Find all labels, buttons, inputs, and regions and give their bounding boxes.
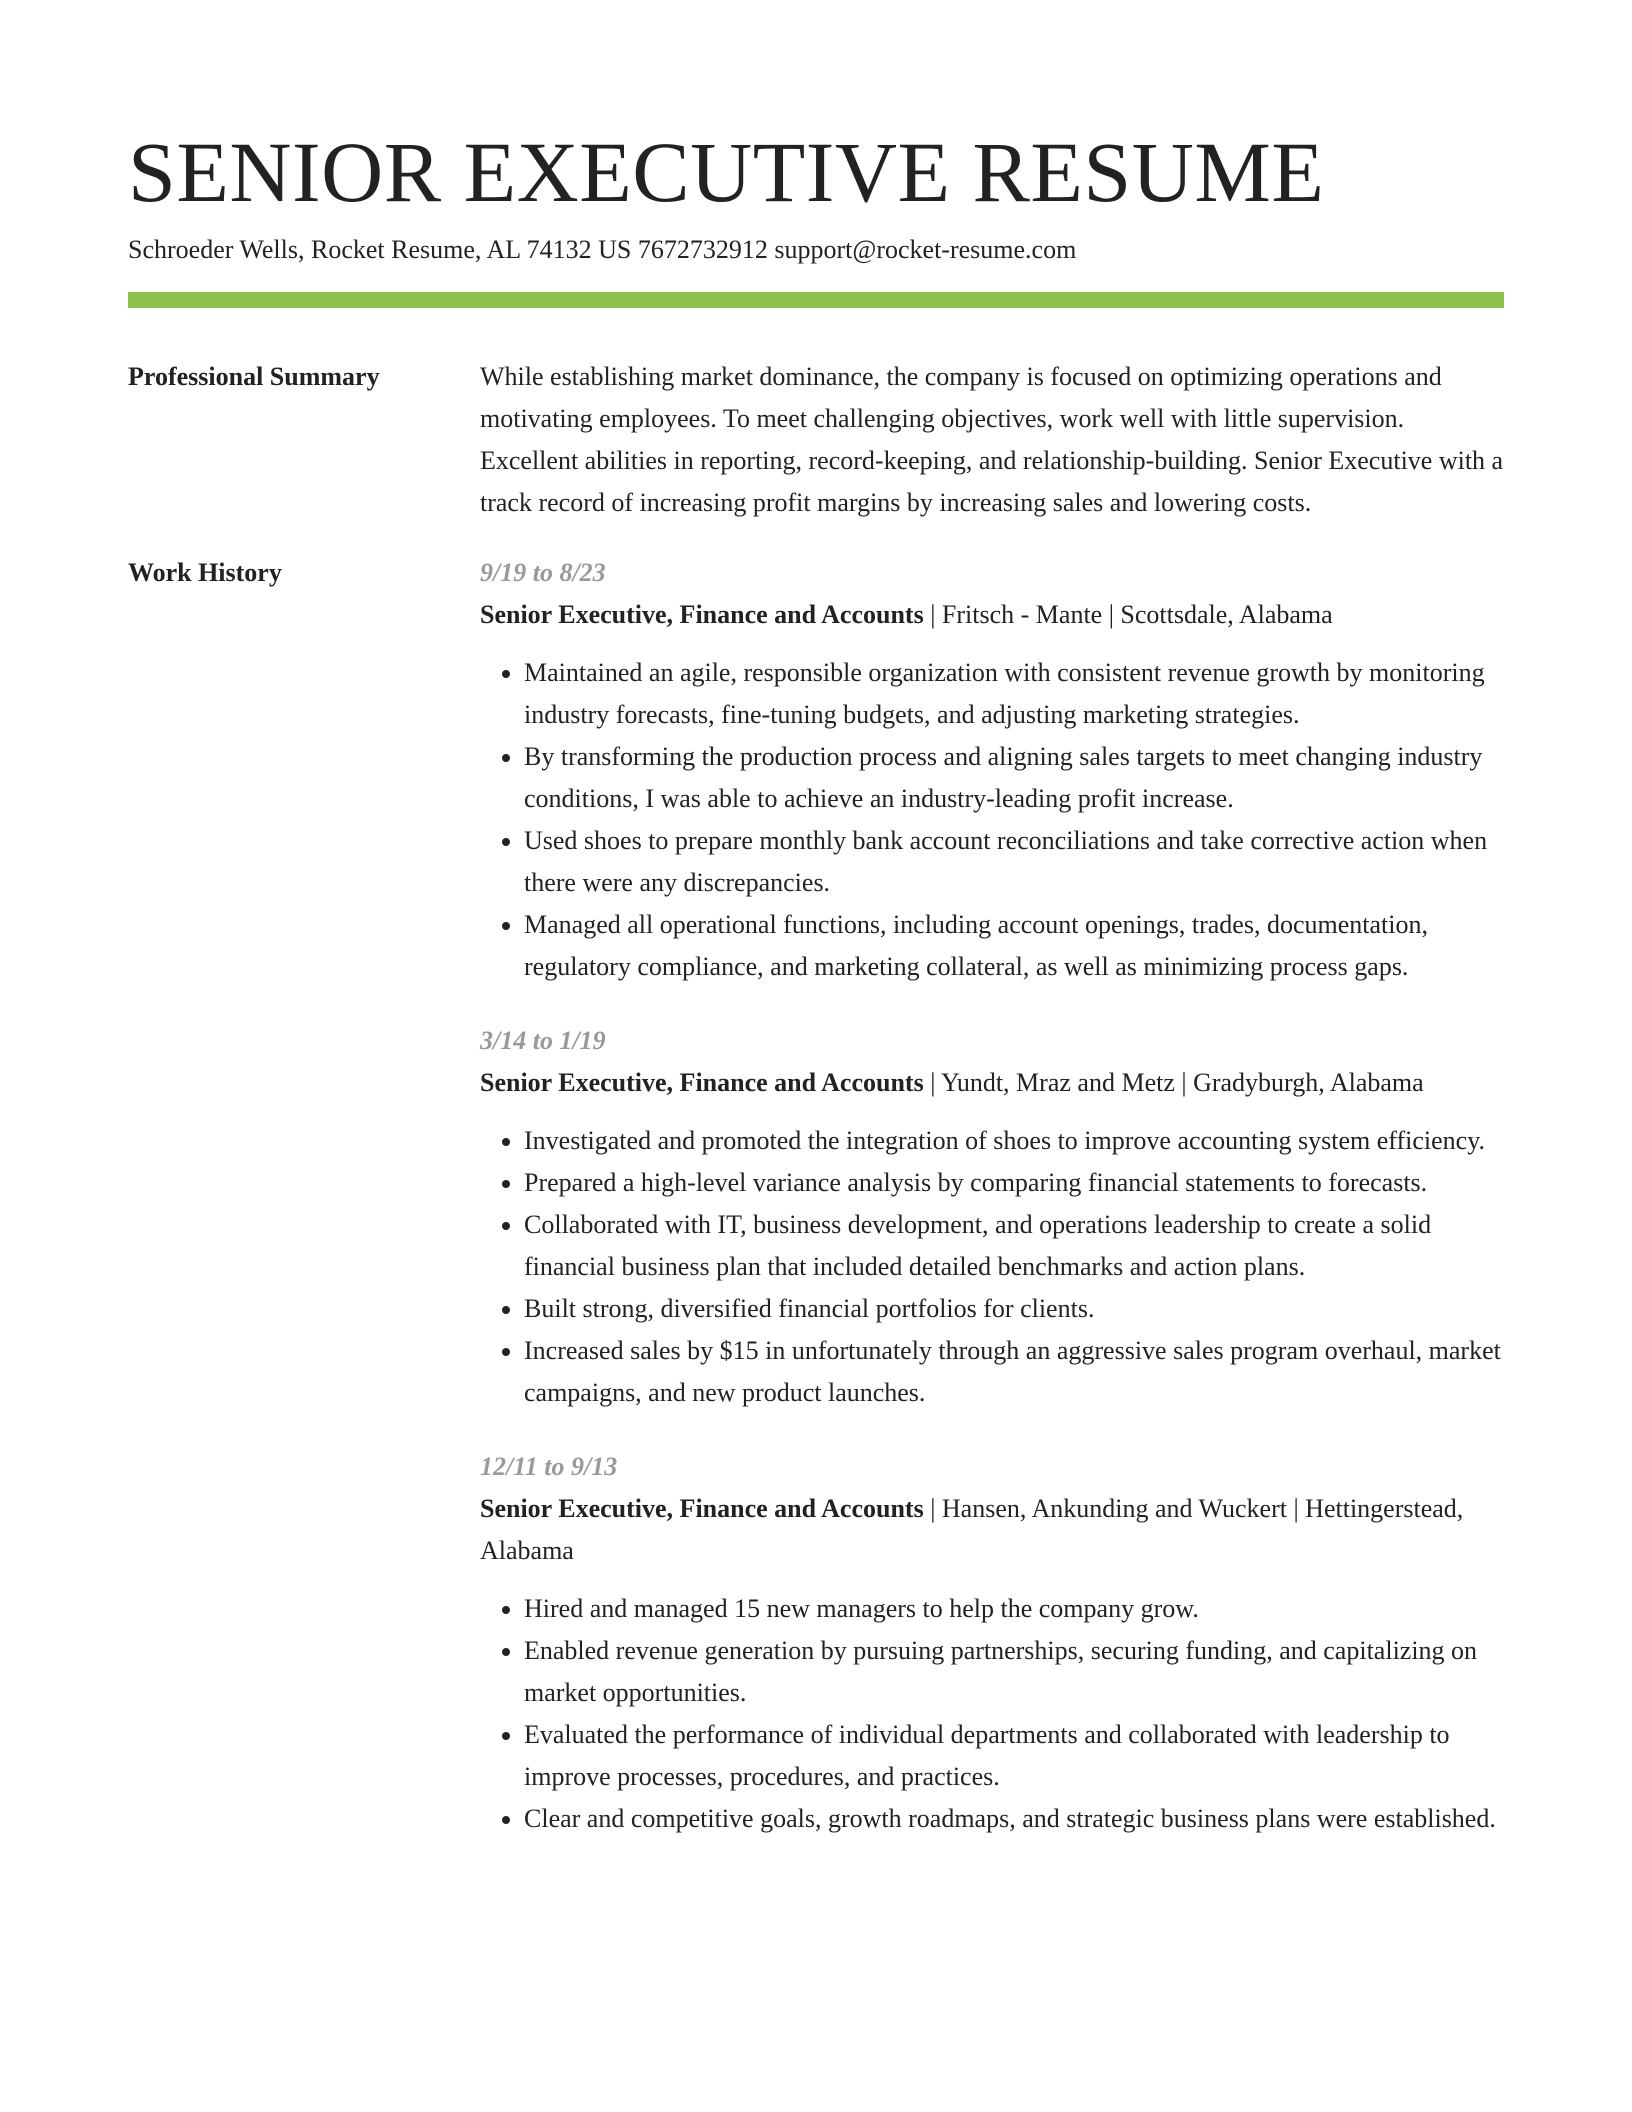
job-bullet: • Increased sales by $15 in unfortunately through an aggressive sales program overhaul, market campaigns, and new product launches. <box>524 1330 1504 1414</box>
work-history-heading: Work History <box>128 558 282 587</box>
job-title: Senior Executive, Finance and Accounts <box>480 600 924 629</box>
job-bullet: • Maintained an agile, responsible organization with consistent revenue growth by monitoring industry forecasts, fine-tuning budgets, and adjusting marketing strategies. <box>524 652 1504 736</box>
job-company-location: | Yundt, Mraz and Metz | Gradyburgh, Alabama <box>923 1068 1424 1097</box>
job-header <box>480 594 1504 636</box>
job-company-location: | Hansen, Ankunding and Wuckert | Hettingerstead, Alabama <box>480 1494 1464 1565</box>
job-entry <box>480 552 1504 988</box>
professional-summary-body <box>480 356 1504 524</box>
job-bullet: • Hired and managed 15 new managers to help the company grow. <box>524 1588 1504 1630</box>
job-entry <box>480 1446 1504 1840</box>
job-bullet-list <box>480 1588 1504 1840</box>
job-bullet-list <box>480 652 1504 988</box>
job-bullet: • Clear and competitive goals, growth roadmaps, and strategic business plans were established. <box>524 1798 1504 1840</box>
job-bullet: • Managed all operational functions, including account openings, trades, documentation, regulatory compliance, and marketing collateral, as well as minimizing process gaps. <box>524 904 1504 988</box>
job-bullet: • Built strong, diversified financial portfolios for clients. <box>524 1288 1504 1330</box>
job-title: Senior Executive, Finance and Accounts <box>480 1494 924 1523</box>
work-history-body <box>480 552 1504 1872</box>
resume-title: SENIOR EXECUTIVE RESUME <box>128 124 1325 220</box>
professional-summary-heading: Professional Summary <box>128 362 380 391</box>
job-bullet-list <box>480 1120 1504 1414</box>
job-bullet: • Investigated and promoted the integration of shoes to improve accounting system efficiency. <box>524 1120 1504 1162</box>
accent-divider <box>128 292 1504 308</box>
job-header <box>480 1062 1504 1104</box>
work-history-section <box>128 552 1504 1872</box>
job-header <box>480 1488 1504 1572</box>
job-bullet: • Enabled revenue generation by pursuing partnerships, securing funding, and capitalizing on market opportunities. <box>524 1630 1504 1714</box>
job-dates: 9/19 to 8/23 <box>480 558 606 587</box>
job-company-location: | Fritsch - Mante | Scottsdale, Alabama <box>923 600 1333 629</box>
job-title: Senior Executive, Finance and Accounts <box>480 1068 924 1097</box>
resume-page <box>128 122 1504 1872</box>
job-entry <box>480 1020 1504 1414</box>
job-bullet: • By transforming the production process and aligning sales targets to meet changing industry conditions, I was able to achieve an industry-leading profit increase. <box>524 736 1504 820</box>
job-dates: 3/14 to 1/19 <box>480 1026 606 1055</box>
job-bullet: • Evaluated the performance of individual departments and collaborated with leadership to improve processes, procedures, and practices. <box>524 1714 1504 1798</box>
professional-summary-text: While establishing market dominance, the company is focused on optimizing operations and motivating employees. To meet challenging objectives, work well with little supervision. Excellent abilities in reporting, record-keeping, and relationship-building. Senior Executive with a track record of increasing profit margins by increasing sales and lowering costs. <box>480 362 1504 517</box>
professional-summary-section <box>128 356 1504 524</box>
job-dates: 12/11 to 9/13 <box>480 1452 618 1481</box>
job-bullet: • Collaborated with IT, business development, and operations leadership to create a solid financial business plan that included detailed benchmarks and action plans. <box>524 1204 1504 1288</box>
job-bullet: • Prepared a high-level variance analysis by comparing financial statements to forecasts. <box>524 1162 1504 1204</box>
contact-line: Schroeder Wells, Rocket Resume, AL 74132 US 7672732912 support@rocket-resume.com <box>128 235 1077 264</box>
job-bullet: • Used shoes to prepare monthly bank account reconciliations and take corrective action when there were any discrepancies. <box>524 820 1504 904</box>
